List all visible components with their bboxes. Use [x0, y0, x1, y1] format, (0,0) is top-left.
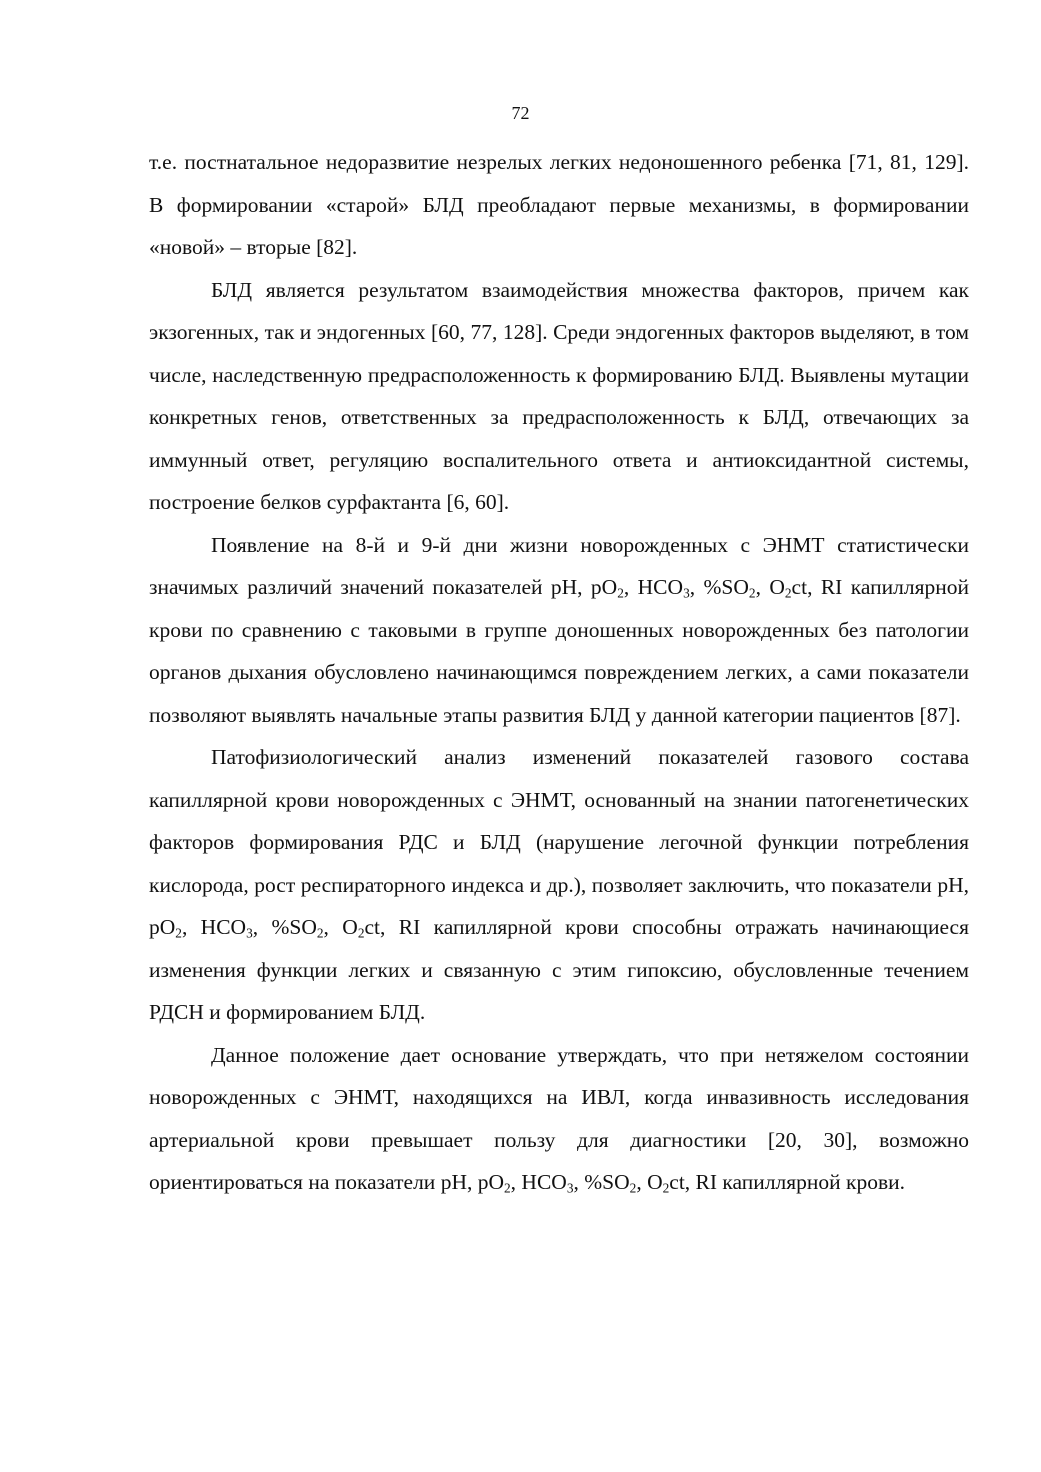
subscript: 3 [683, 585, 690, 601]
text-run: ct, RI капиллярной крови. [669, 1170, 906, 1194]
paragraph-p4 [149, 736, 969, 1034]
subscript: 2 [629, 1180, 637, 1196]
text-run: , HCO [181, 915, 247, 939]
subscript: 2 [617, 585, 624, 601]
paragraph-p2 [149, 269, 969, 524]
text-run: , HCO [623, 575, 684, 599]
subscript: 2 [316, 925, 324, 941]
text-run: , %SO [689, 575, 749, 599]
text-run: ct, RI капиллярной крови по сравнению с таковыми в группе доношенных новорожденных без патологии органов дыхания обусловлено начинающимся повреждением легких, а сами показатели позволяют выявлять начальные этапы развития БЛД у данной категории пациентов [87]. [149, 575, 969, 727]
subscript: 3 [566, 1180, 574, 1196]
text-run: , %SO [573, 1170, 630, 1194]
text-run: Появление на 8-й и 9-й дни жизни новорожденных с ЭНМТ статистически значимых различий значений показателей pH, pO [149, 532, 969, 599]
text-run: , %SO [252, 915, 317, 939]
paragraph-p3 [149, 524, 969, 737]
paragraph-p1 [149, 141, 969, 269]
subscript: 2 [504, 1180, 511, 1196]
text-run: , O [755, 575, 785, 599]
text-run: т.е. постнатальное недоразвитие незрелых легких недоношенного ребенка [71, 81, 129]. В формировании «старой» БЛД преобладают первые механизмы, в формировании «новой» – вторые [82]. [149, 150, 969, 259]
text-run: , HCO [510, 1170, 567, 1194]
text-run: Данное положение дает основание утверждать, что при нетяжелом состоянии новорожденных с ЭНМТ, находящихся на ИВЛ, когда инвазивность исследования артериальной крови превышает пользу для диагностики [20, 30], возможно ориентироваться на показатели pH, pO [149, 1042, 969, 1194]
subscript: 2 [748, 585, 756, 601]
text-run: БЛД является результатом взаимодействия множества факторов, причем как экзогенных, так и эндогенных [60, 77, 128]. Среди эндогенных факторов выделяют, в том числе, наследственную предрасположенность к формированию БЛД. Выявлены мутации конкретных генов, ответственных за предрасположенность к БЛД, отвечающих за иммунный ответ, регуляцию воспалительного ответа и антиоксидантной системы, построение белков сурфактанта [6, 60]. [149, 277, 969, 514]
subscript: 2 [784, 585, 792, 601]
subscript: 2 [357, 925, 365, 941]
paragraph-p5 [149, 1034, 969, 1204]
subscript: 3 [246, 925, 253, 941]
text-run: ct, RI капиллярной крови способны отражать начинающиеся изменения функции легких и связанную с этим гипоксию, обусловленные течением РДСН и формированием БЛД. [149, 915, 969, 1024]
document-body [149, 141, 969, 1204]
text-run: , O [636, 1170, 663, 1194]
text-run: , O [323, 915, 358, 939]
page-number: 72 [511, 103, 530, 123]
subscript: 2 [662, 1180, 670, 1196]
subscript: 2 [175, 925, 182, 941]
text-run: Патофизиологический анализ изменений показателей газового состава капиллярной крови новорожденных с ЭНМТ, основанный на знании патогенетических факторов формирования РДС и БЛД (нарушение легочной функции потребления кислорода, рост респираторного индекса и др.), позволяет заключить, что показатели pH, pO [149, 745, 969, 939]
